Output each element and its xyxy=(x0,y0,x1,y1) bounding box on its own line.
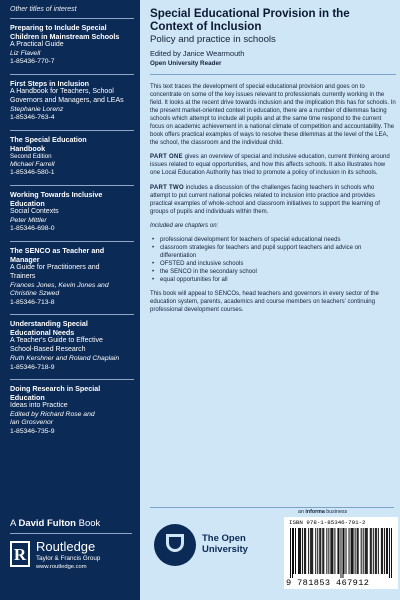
other-title-author: Michael Farrell xyxy=(10,160,55,168)
other-title-name: Preparing to Include Special xyxy=(10,23,107,32)
chapter-item: • classroom strategies for teachers and pupil support teachers and advice on differentiation xyxy=(160,244,396,260)
routledge-logo-icon xyxy=(10,541,30,567)
publisher-group: Taylor & Francis Group xyxy=(36,555,101,562)
closing-paragraph: This book will appeal to SENCOs, head teachers and governors in every sector of the education system, parents, academics and course members on teachers' continuing professional development courses. xyxy=(150,291,379,314)
other-title-isbn: 1-85346-698-0 xyxy=(10,225,55,233)
other-title-edition: Second Edition xyxy=(10,152,52,160)
other-title-author: Liz Flavell xyxy=(10,49,41,57)
other-title-subtitle: Governors and Managers, and LEAs xyxy=(10,96,124,104)
other-title-author: Ruth Kershner and Roland Chaplain xyxy=(10,354,120,362)
other-title-isbn: 1-85436-770-7 xyxy=(10,58,55,66)
chapter-item: • OFSTED and inclusive schools xyxy=(160,260,396,268)
other-title-entry xyxy=(10,18,134,67)
other-titles-list xyxy=(10,18,134,437)
publisher-name: Routledge xyxy=(36,539,96,554)
other-title-name: Education xyxy=(10,393,45,403)
book-title-line1: Special Educational Provision in the xyxy=(150,7,350,20)
book-editor: Edited by Janice Wearmouth xyxy=(150,49,245,58)
book-title xyxy=(150,7,396,33)
other-title-name: The SENCO as Teacher and xyxy=(10,245,105,255)
barcode-block xyxy=(278,509,398,591)
other-title-name: Children in Mainstream Schools xyxy=(10,32,120,41)
informa-prefix: an xyxy=(298,509,306,515)
other-title-isbn: 1-85346-763-4 xyxy=(10,114,55,122)
other-title-entry xyxy=(10,74,134,123)
book-series: Open University Reader xyxy=(150,60,222,67)
other-title-name: The Special Education xyxy=(10,134,87,144)
chapter-item: • the SENCO in the secondary school xyxy=(160,268,396,276)
other-title-name: Educational Needs xyxy=(10,328,75,338)
intro-paragraph: This text traces the development of special educational provision and goes on to concentrate on some of the key issues relevant to professionals currently working in the field. It looks at the recent drive towards inclusion and the implication this has for schools. In the present market-oriented context in education, there are a number of dilemmas facing schools which attempt to include all pupils and at the same time respond to the current focus on academic achievement in a national climate of competition and accountability. The book offers practical examples of ways to resolve these dilemmas at the level of the LEA, the school, the classroom and the individual child. xyxy=(150,84,396,147)
ou-line2: University xyxy=(202,543,248,555)
other-title-subtitle: A Handbook for Teachers, School xyxy=(10,87,114,95)
ou-line1: The Open xyxy=(202,533,246,544)
imprint-line xyxy=(10,518,100,529)
other-title-subtitle: A Practical Guide xyxy=(10,41,64,48)
other-titles-column xyxy=(0,0,138,600)
other-title-entry xyxy=(10,241,134,307)
part-one-paragraph xyxy=(150,153,396,177)
part-two-text: includes a discussion of the challenges facing teachers in schools who attempt to put current national policies related to inclusion into practice and provides practical examples of whole-school and classroom initiatives to support the learning of groups of pupils and individuals within them. xyxy=(150,184,380,215)
open-university-logo xyxy=(154,524,274,569)
other-title-entry xyxy=(10,314,134,372)
other-title-entry xyxy=(10,130,134,178)
other-title-author: Ian Grosvenor xyxy=(10,419,54,427)
other-title-author: Christine Szwed xyxy=(10,290,60,298)
other-title-entry xyxy=(10,185,134,234)
included-heading: Included are chapters on: xyxy=(150,222,219,229)
other-title-name: Working Towards Inclusive xyxy=(10,189,103,199)
other-title-name: Handbook xyxy=(10,143,46,153)
other-title-name: Understanding Special xyxy=(10,319,88,329)
other-title-subtitle: School-Based Research xyxy=(10,346,86,354)
other-title-name: Education xyxy=(10,198,45,208)
imprint-suffix: Book xyxy=(75,518,101,529)
other-title-subtitle: Social Contexts xyxy=(10,207,59,215)
chapter-item: • professional development for teachers of special educational needs xyxy=(160,236,396,244)
imprint-name: David Fulton xyxy=(18,518,76,529)
other-title-author: Edited by Richard Rose and xyxy=(10,410,95,418)
other-title-author: Peter Mittler xyxy=(10,216,47,224)
imprint-prefix: A xyxy=(10,518,19,529)
other-title-entry xyxy=(10,379,134,437)
part-two-paragraph xyxy=(150,184,396,216)
isbn-label: ISBN 978-1-85346-791-2 xyxy=(289,519,366,526)
barcode xyxy=(284,517,398,589)
chapter-item: • equal opportunities for all xyxy=(160,276,396,284)
other-title-isbn: 1-85346-718-9 xyxy=(10,363,55,371)
part-one-text: gives an overview of special and inclusive education, current thinking around issues related to equal opportunities, and how this affects schools. It also illustrates how one Local Education Authority has tried to promote a policy of inclusion in its schools. xyxy=(150,154,390,177)
part-two-label: PART TWO xyxy=(150,184,184,191)
chapter-list xyxy=(150,236,396,284)
other-title-isbn: 1-85346-580-1 xyxy=(10,169,55,177)
book-title-line2: Context of Inclusion xyxy=(150,20,262,33)
informa-line xyxy=(298,509,347,515)
barcode-digits: 9 781853 467912 xyxy=(286,578,370,588)
publisher-url: www.routledge.com xyxy=(36,564,87,570)
publisher-block xyxy=(0,513,138,600)
other-titles-heading: Other titles of interest xyxy=(10,6,77,13)
part-one-label: PART ONE xyxy=(150,154,183,161)
other-title-author: Frances Jones, Kevin Jones and xyxy=(10,281,109,289)
bottom-divider xyxy=(150,507,394,508)
open-university-emblem-icon xyxy=(154,524,196,566)
informa-suffix: business xyxy=(324,509,348,515)
other-title-subtitle: Ideas into Practice xyxy=(10,402,68,410)
other-title-isbn: 1-85346-713-8 xyxy=(10,298,55,306)
blurb-column xyxy=(140,0,400,600)
other-title-name: First Steps in Inclusion xyxy=(10,78,90,88)
other-title-author: Stephanie Lorenz xyxy=(10,105,64,113)
other-title-isbn: 1-85346-735-9 xyxy=(10,428,55,436)
informa-name: informa xyxy=(305,509,325,515)
blurb-divider xyxy=(150,74,396,75)
other-title-subtitle: A Guide for Practitioners and xyxy=(10,263,100,271)
other-title-name: Doing Research in Special xyxy=(10,384,101,394)
open-university-wordmark xyxy=(202,534,248,555)
other-title-subtitle: Trainers xyxy=(10,272,36,280)
other-title-name: Manager xyxy=(10,254,40,264)
book-subtitle: Policy and practice in schools xyxy=(150,34,276,45)
other-title-subtitle: A Teacher's Guide to Effective xyxy=(10,337,103,345)
barcode-bars-icon xyxy=(290,528,392,578)
publisher-divider xyxy=(10,533,132,534)
svg-text:R: R xyxy=(13,545,27,564)
